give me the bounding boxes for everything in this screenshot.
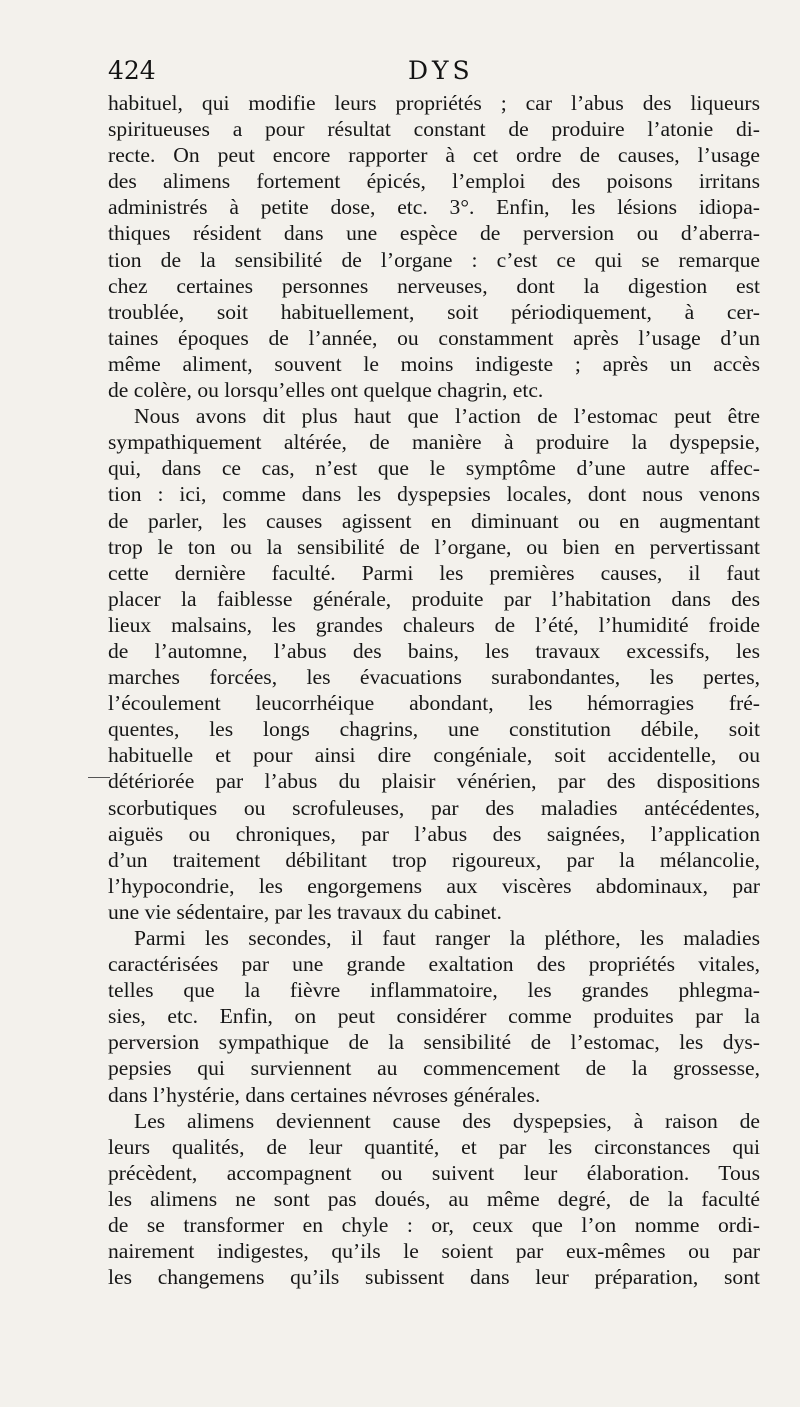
text-line: les alimens ne sont pas doués, au même degré, de la faculté bbox=[108, 1186, 760, 1211]
text-line: quentes, les longs chagrins, une constitution débile, soit bbox=[108, 717, 760, 742]
text-line: trop le ton ou la sensibilité de l’organe, ou bien en pervertissant bbox=[108, 534, 760, 559]
text-line: telles que la fièvre inflammatoire, les grandes phlegma- bbox=[108, 978, 760, 1003]
text-line: sies, etc. Enfin, on peut considérer comme produites par la bbox=[108, 1004, 760, 1029]
text-line: habituel, qui modifie leurs propriétés ; car l’abus des liqueurs bbox=[108, 91, 760, 115]
text-line: l’hypocondrie, les engorgemens aux viscères abdominaux, par bbox=[108, 873, 760, 898]
text-line: détériorée par l’abus du plaisir vénérien, par des dispositions bbox=[108, 769, 760, 794]
text-line: tion : ici, comme dans les dyspepsies locales, dont nous venons bbox=[108, 482, 760, 507]
text-line: perversion sympathique de la sensibilité de l’estomac, les dys- bbox=[108, 1030, 760, 1055]
text-line: thiques résident dans une espèce de perversion ou d’aberra- bbox=[108, 221, 760, 246]
text-line: de se transformer en chyle : or, ceux que l’on nomme ordi- bbox=[108, 1213, 760, 1238]
text-line: scorbutiques ou scrofuleuses, par des maladies antécédentes, bbox=[108, 795, 760, 820]
text-line: d’un traitement débilitant trop rigoureux, par la mélancolie, bbox=[108, 847, 760, 872]
margin-mark bbox=[88, 777, 110, 778]
text-line: dans l’hystérie, dans certaines névroses générales. bbox=[108, 1082, 541, 1107]
text-line: administrés à petite dose, etc. 3°. Enfin, les lésions idiopa- bbox=[108, 195, 760, 220]
text-line: sympathiquement altérée, de manière à produire la dyspepsie, bbox=[108, 430, 760, 455]
text-line: recte. On peut encore rapporter à cet ordre de causes, l’usage bbox=[108, 143, 760, 168]
running-head: DYS bbox=[408, 56, 474, 85]
text-line: des alimens fortement épicés, l’emploi des poisons irritans bbox=[108, 169, 760, 194]
text-line: Nous avons dit plus haut que l’action de l’estomac peut être bbox=[134, 404, 760, 429]
text-line: chez certaines personnes nerveuses, dont la digestion est bbox=[108, 273, 760, 298]
text-line: précèdent, accompagnent ou suivent leur élaboration. Tous bbox=[108, 1160, 760, 1185]
text-line: tion de la sensibilité de l’organe : c’est ce qui se remarque bbox=[108, 247, 760, 272]
text-line: aiguës ou chroniques, par l’abus des saignées, l’application bbox=[108, 821, 760, 846]
paragraph bbox=[108, 90, 760, 403]
paragraph bbox=[108, 1108, 760, 1291]
text-line: habituelle et pour ainsi dire congéniale, soit accidentelle, ou bbox=[108, 743, 760, 768]
text-line: taines époques de l’année, ou constamment après l’usage d’un bbox=[108, 325, 760, 350]
text-line: troublée, soit habituellement, soit périodiquement, à cer- bbox=[108, 299, 760, 324]
text-line: de parler, les causes agissent en diminuant ou en augmentant bbox=[108, 508, 760, 533]
paragraph bbox=[108, 925, 760, 1108]
text-line: marches forcées, les évacuations surabondantes, les pertes, bbox=[108, 665, 760, 690]
page-number: 424 bbox=[108, 56, 156, 85]
text-line: Parmi les secondes, il faut ranger la pléthore, les maladies bbox=[134, 926, 760, 950]
text-line: nairement indigestes, qu’ils le soient par eux-mêmes ou par bbox=[108, 1239, 760, 1264]
text-line: les changemens qu’ils subissent dans leur préparation, sont bbox=[108, 1265, 760, 1290]
paragraph bbox=[108, 403, 760, 925]
text-line: Les alimens deviennent cause des dyspepsies, à raison de bbox=[134, 1108, 760, 1133]
text-line: cette dernière faculté. Parmi les premières causes, il faut bbox=[108, 560, 760, 585]
body-text bbox=[108, 90, 760, 1290]
text-line: l’écoulement leucorrhéique abondant, les hémorragies fré- bbox=[108, 691, 760, 716]
text-line: leurs qualités, de leur quantité, et par les circonstances qui bbox=[108, 1134, 760, 1159]
text-line: de colère, ou lorsqu’elles ont quelque chagrin, etc. bbox=[108, 378, 544, 403]
text-line: pepsies qui surviennent au commencement de la grossesse, bbox=[108, 1056, 760, 1081]
text-line: caractérisées par une grande exaltation des propriétés vitales, bbox=[108, 952, 760, 977]
text-line: spiritueuses a pour résultat constant de produire l’atonie di- bbox=[108, 117, 760, 142]
text-line: qui, dans ce cas, n’est que le symptôme d’une autre affec- bbox=[108, 456, 760, 481]
text-line: placer la faiblesse générale, produite par l’habitation dans des bbox=[108, 586, 760, 611]
text-line: une vie sédentaire, par les travaux du cabinet. bbox=[108, 899, 502, 924]
text-line: lieux malsains, les grandes chaleurs de l’été, l’humidité froide bbox=[108, 612, 760, 637]
text-line: même aliment, souvent le moins indigeste ; après un accès bbox=[108, 351, 760, 376]
text-line: de l’automne, l’abus des bains, les travaux excessifs, les bbox=[108, 638, 760, 663]
